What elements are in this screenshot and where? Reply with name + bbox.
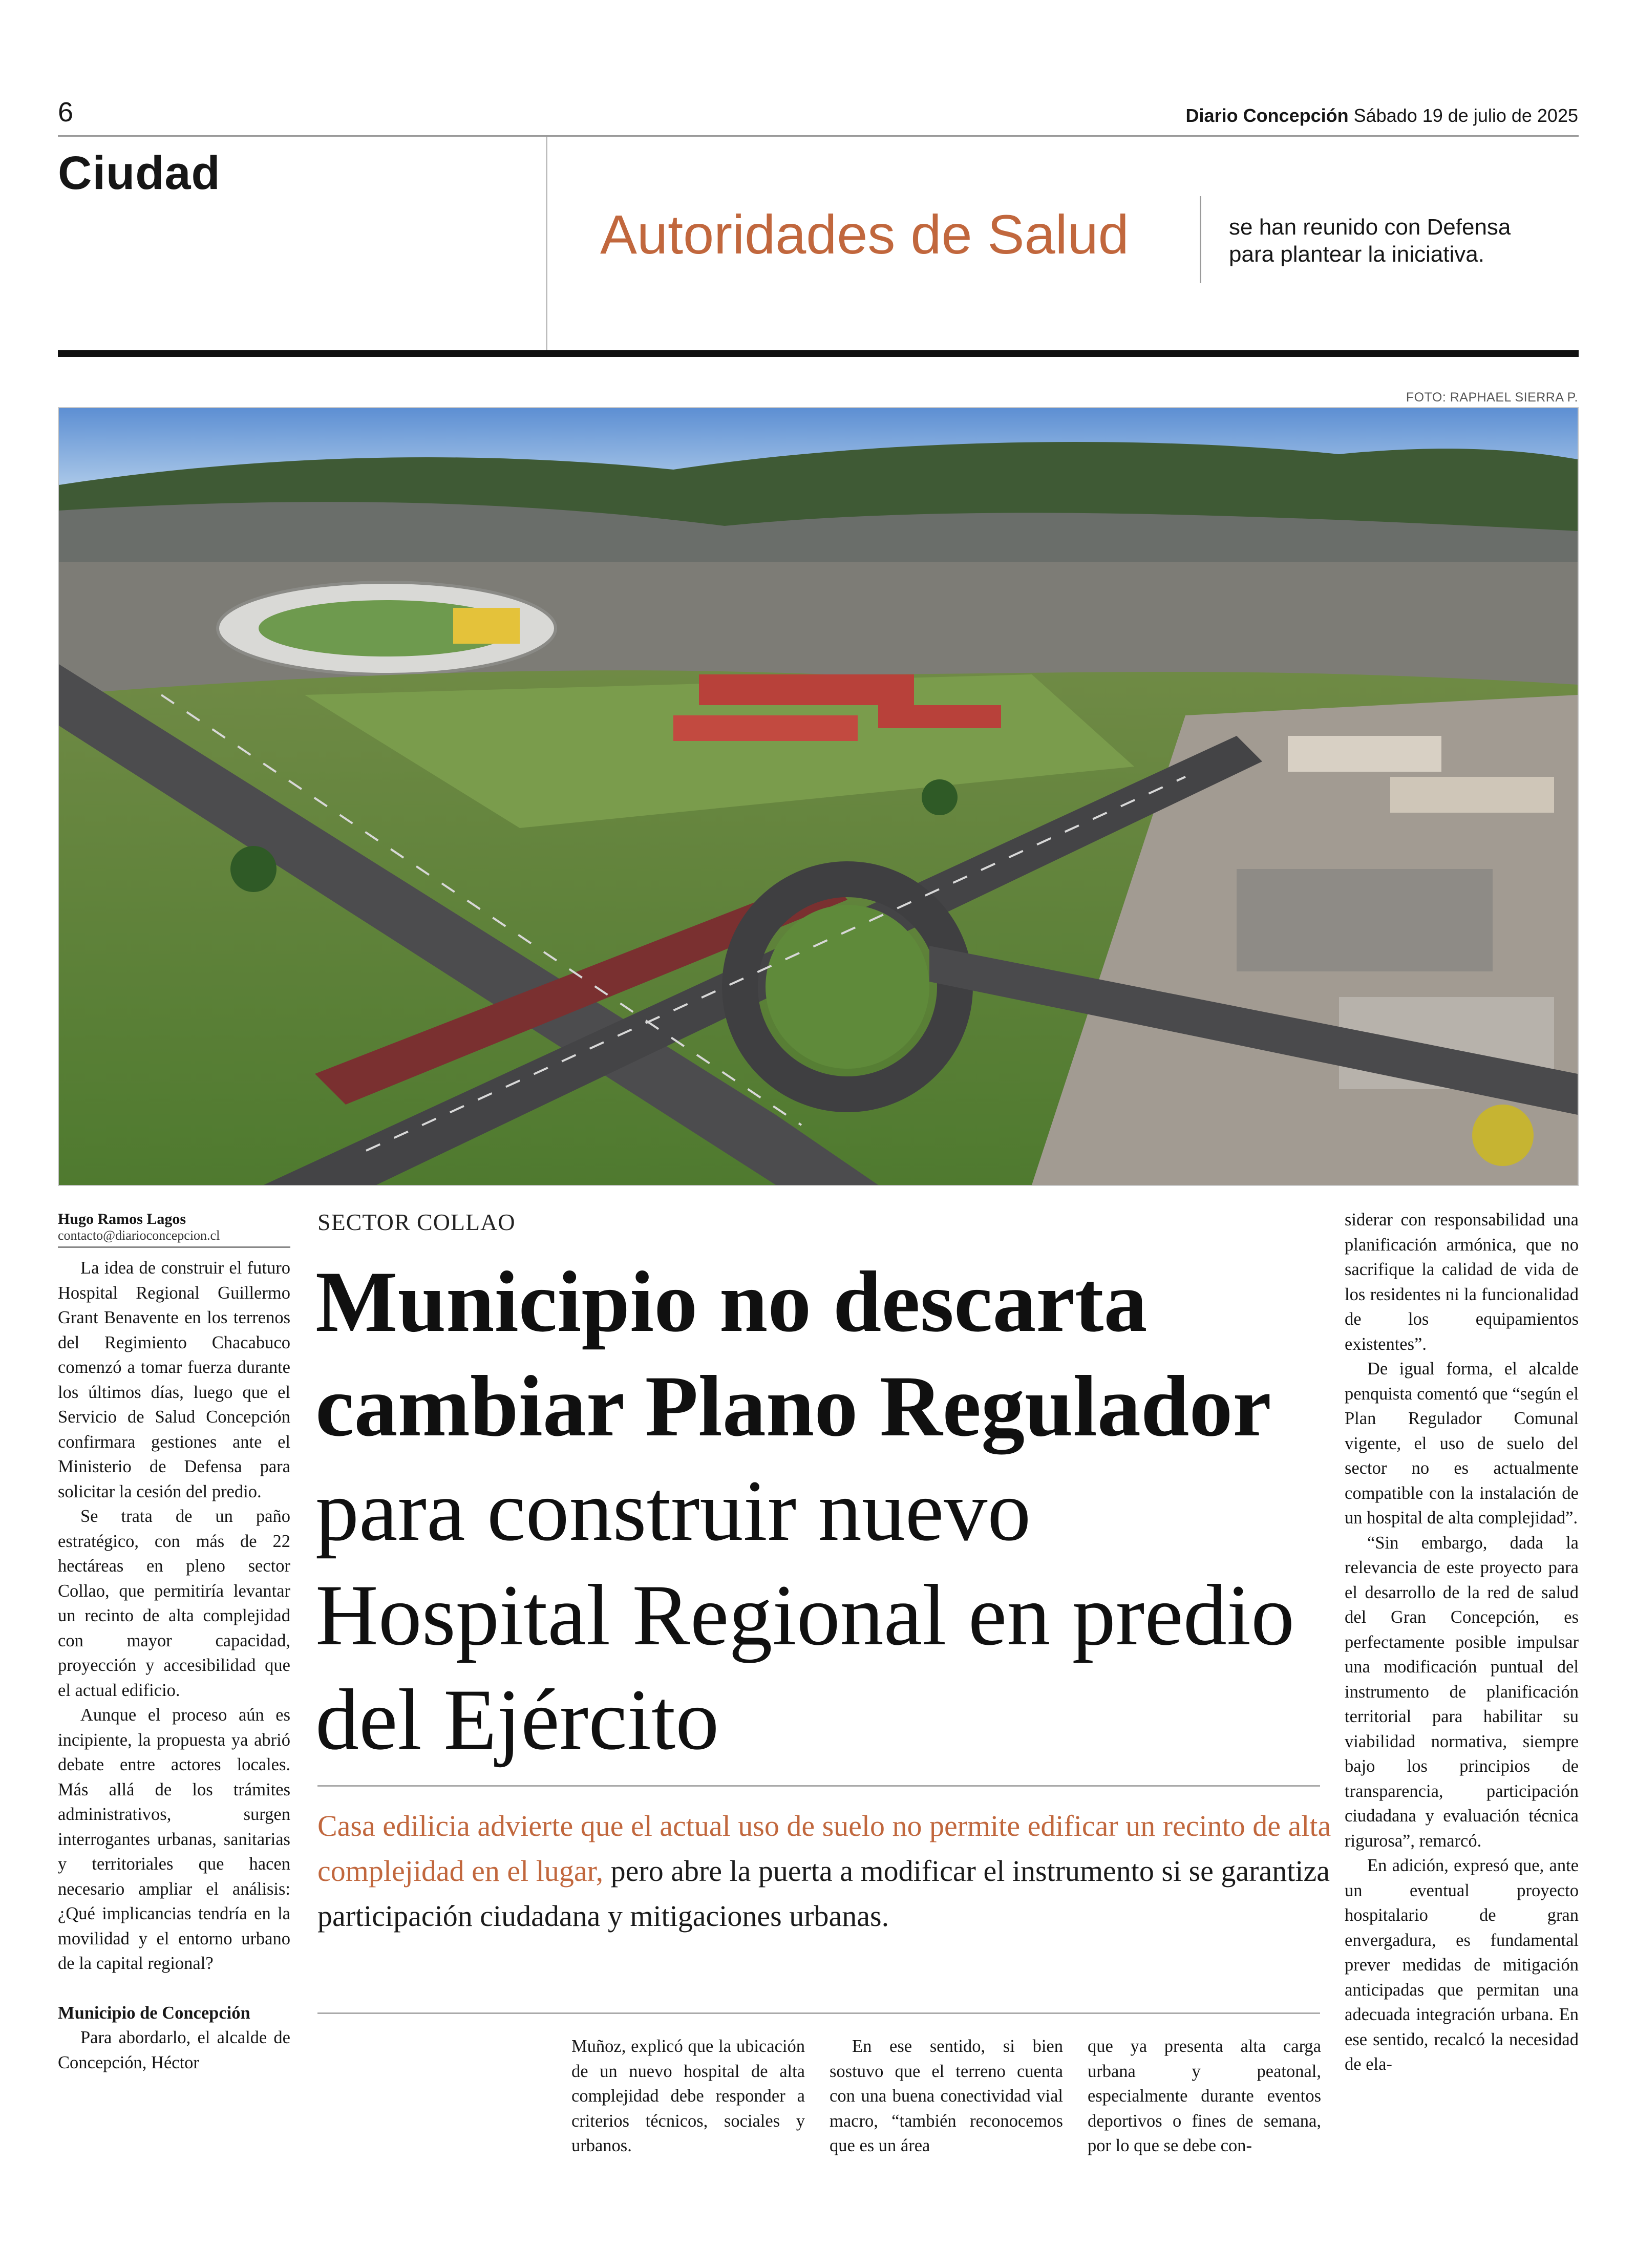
deck-accent-text: Casa edilicia advierte que el actual uso de suelo no permite edificar un recinto de alta complejidad en el lugar, (317, 1809, 1331, 1888)
header-thick-rule (58, 350, 1579, 357)
article-sector-label: SECTOR COLLAO (317, 1209, 516, 1235)
body-column-b (830, 2034, 1063, 2158)
body-paragraph: En ese sentido, si bien sostuvo que el terreno cuenta con una buena conectividad vial macro, “también reconocemos que es un área (830, 2037, 1063, 2155)
kicker-divider (1200, 196, 1201, 283)
kicker-sidenote-line-1: se han reunido con Defensa (1229, 215, 1511, 240)
byline-name: Hugo Ramos Lagos (58, 1211, 186, 1227)
body-paragraph: “Sin embargo, dada la relevancia de este proyecto para el desarrollo de la red de salud del Gran Concepción, es perfectamente posible impulsar una modificación puntual del instrumento de planificación territorial para habilitar su viabilidad normativa, siempre bajo los principios de transparencia, participación ciudadana y evaluación técnica rigurosa”, remarcó. (1345, 1533, 1579, 1851)
aerial-photo-illustration (59, 408, 1578, 1185)
kicker-sidenote (1229, 214, 1511, 268)
deck-rule (317, 2012, 1320, 2014)
issue-date: Sábado 19 de julio de 2025 (1353, 105, 1578, 126)
body-column-c (1088, 2034, 1321, 2158)
top-rule (58, 135, 1579, 137)
headline-bold-part: Municipio no descarta cambiar Plano Regulador (315, 1254, 1271, 1454)
right-body-column (1345, 1207, 1579, 2077)
deck-text: pero abre la puerta a modificar el instrumento si se garantiza participación ciudadana y mitigaciones urbanas. (317, 1854, 1330, 1933)
body-subhead: Municipio de Concepción (58, 2003, 250, 2023)
headline-rule (317, 1785, 1320, 1787)
article-deck (317, 1804, 1336, 1939)
photo-credit: FOTO: RAPHAEL SIERRA P. (1406, 390, 1578, 405)
body-paragraph: Muñoz, explicó que la ubicación de un nuevo hospital de alta complejidad debe responder a criterios técnicos, sociales y urbanos. (571, 2037, 805, 2155)
aerial-photo (58, 407, 1579, 1186)
body-paragraph: Para abordarlo, el alcalde de Concepción, Héctor (58, 2028, 290, 2072)
body-paragraph: En adición, expresó que, ante un eventual proyecto hospitalario de gran envergadura, es fundamental prever medidas de mitigación anticipadas que permitan una adecuada integración urbana. En ese sentido, recalcó la necesidad de ela- (1345, 1856, 1579, 2074)
byline-rule (58, 1246, 290, 1248)
body-column-a (571, 2034, 805, 2158)
masthead (1186, 107, 1578, 125)
body-paragraph: De igual forma, el alcalde penquista comentó que “según el Plan Regulador Comunal vigente, el uso de suelo del sector no es actualmente compatible con la instalación de un hospital de alta complejidad”. (1345, 1359, 1579, 1528)
body-paragraph: que ya presenta alta carga urbana y peatonal, especialmente durante eventos deportivos o fines de semana, por lo que se debe con- (1088, 2037, 1321, 2155)
body-paragraph: Aunque el proceso aún es incipiente, la propuesta ya abrió debate entre actores locales. Más allá de los trámites administrativos, surgen interrogantes urbanas, sanitarias y territoriales que hacen necesario ampliar el análisis: ¿Qué implicancias tendría en la movilidad y el entorno urbano de la capital regional? (58, 1705, 290, 1973)
section-title: Ciudad (58, 147, 221, 199)
page-number: 6 (58, 97, 74, 128)
body-paragraph: siderar con responsabilidad una planificación armónica, que no sacrifique la calidad de vida de los residentes ni la funcionalidad de los equipamientos existentes”. (1345, 1210, 1579, 1354)
kicker-sidenote-line-2: para plantear la iniciativa. (1229, 241, 1484, 267)
body-paragraph: Se trata de un paño estratégico, con más de 22 hectáreas en pleno sector Collao, que permitiría levantar un recinto de alta complejidad con mayor capacidad, proyección y accesibilidad que el actual edificio. (58, 1507, 290, 1700)
kicker-headline: Autoridades de Salud (600, 203, 1129, 265)
headline-light-part: para construir nuevo Hospital Regional en predio del Ejército (315, 1462, 1295, 1768)
left-body-column (58, 1256, 290, 2075)
article-headline (315, 1249, 1340, 1772)
publication-name: Diario Concepción (1185, 105, 1349, 126)
body-paragraph: La idea de construir el futuro Hospital Regional Guillermo Grant Benavente en los terrenos del Regimiento Chacabuco comenzó a tomar fuerza durante los últimos días, luego que el Servicio de Salud Concepción confirmara gestiones ante el Ministerio de Defensa para solicitar la cesión del predio. (58, 1258, 290, 1501)
byline-email[interactable]: contacto@diarioconcepcion.cl (58, 1228, 220, 1243)
section-divider (546, 137, 547, 352)
